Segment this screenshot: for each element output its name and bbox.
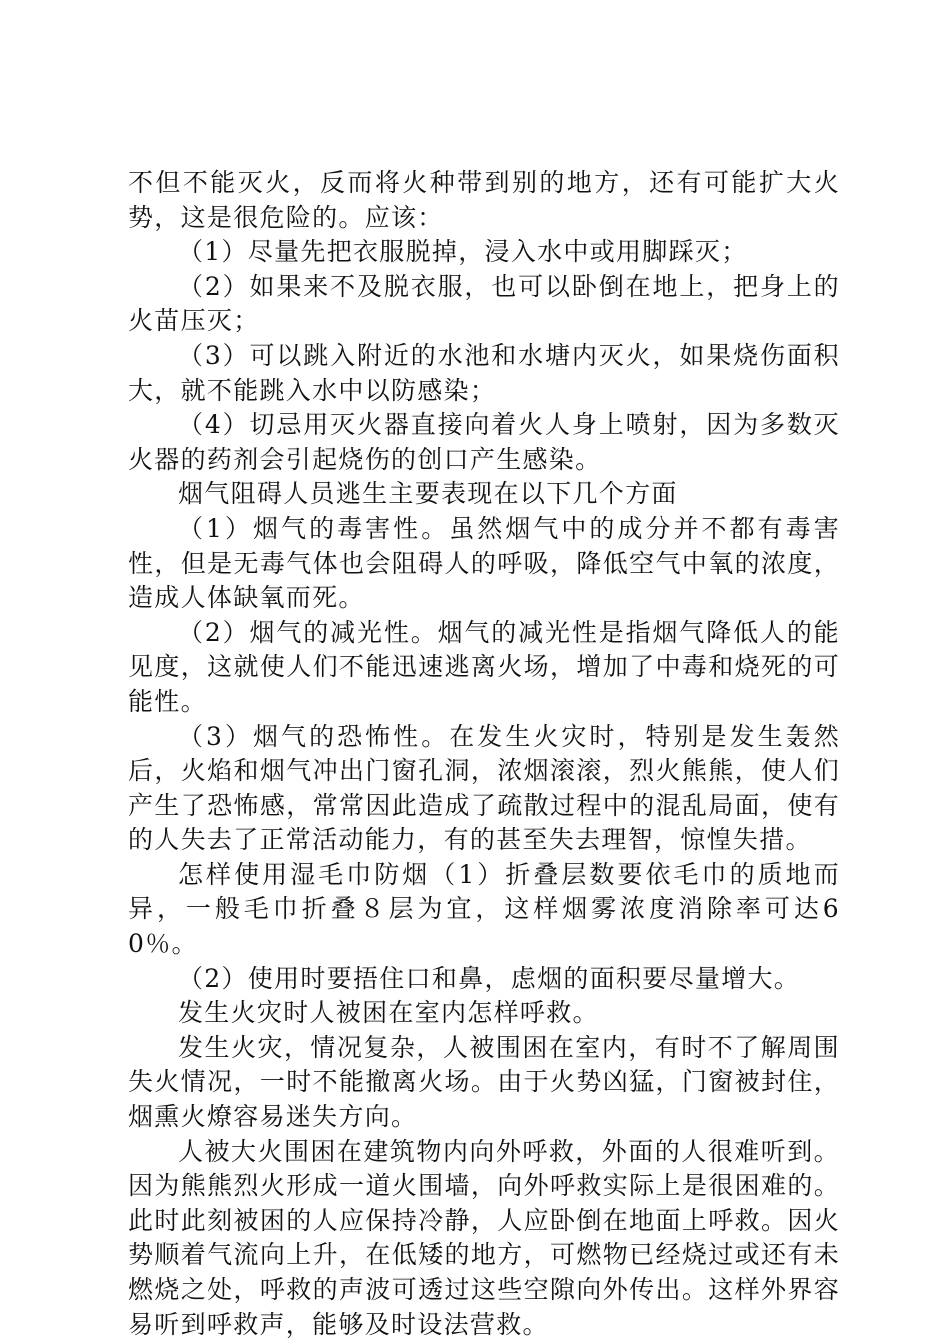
paragraph-8: （2）烟气的减光性。烟气的减光性是指烟气降低人的能见度，这就使人们不能迅速逃离火场，增加了中毒和烧死的可能性。 [128,617,840,716]
paragraph-6: 烟气阻碍人员逃生主要表现在以下几个方面 [178,479,678,509]
paragraph-11: （2）使用时要捂住口和鼻，虑烟的面积要尽量增大。 [178,963,801,993]
paragraph-14: 人被大火围困在建筑物内向外呼救，外面的人很难听到。因为熊熊烈火形成一道火围墙，向外呼救实际上是很困难的。此时此刻被困的人应保持冷静，人应卧倒在地面上呼救。因火势顺着气流向上升，在低矮的地方，可燃物已经烧过或还有未燃烧之处，呼救的声波可透过这些空隙向外传出。这样外界容易听到呼救声，能够及时设法营救。 [128,1136,840,1339]
paragraph-5: （4）切忌用灭火器直接向着火人身上喷射，因为多数灭火器的药剂会引起烧伤的创口产生感染。 [128,410,840,474]
paragraph-2: （1）尽量先把衣服脱掉，浸入水中或用脚踩灭； [178,237,748,267]
paragraph-1: 不但不能灭火，反而将火种带到别的地方，还有可能扩大火势，这是很危险的。应该： [128,168,840,232]
paragraph-3: （2）如果来不及脱衣服，也可以卧倒在地上，把身上的火苗压灭； [128,271,840,336]
paragraph-13: 发生火灾，情况复杂，人被围困在室内，有时不了解周围失火情况，一时不能撤离火场。由于火势凶猛，门窗被封住，烟熏火燎容易迷失方向。 [128,1032,840,1132]
paragraph-9: （3）烟气的恐怖性。在发生火灾时，特别是发生轰然后，火焰和烟气冲出门窗孔洞，浓烟滚滚，烈火熊熊，使人们产生了恐怖感，常常因此造成了疏散过程中的混乱局面，使有的人失去了正常活动能力，有的甚至失去理智，惊惶失措。 [128,721,840,855]
paragraph-7: （1）烟气的毒害性。虽然烟气中的成分并不都有毒害性，但是无毒气体也会阻碍人的呼吸，降低空气中氧的浓度，造成人体缺氧而死。 [128,513,840,613]
document-body [128,166,840,1342]
paragraph-12: 发生火灾时人被困在室内怎样呼救。 [178,998,599,1028]
paragraph-10: 怎样使用湿毛巾防烟（1）折叠层数要依毛巾的质地而异，一般毛巾折叠８层为宜，这样烟雾浓度消除率可达60％。 [128,859,840,959]
paragraph-4: （3）可以跳入附近的水池和水塘内灭火，如果烧伤面积大，就不能跳入水中以防感染； [128,340,840,405]
